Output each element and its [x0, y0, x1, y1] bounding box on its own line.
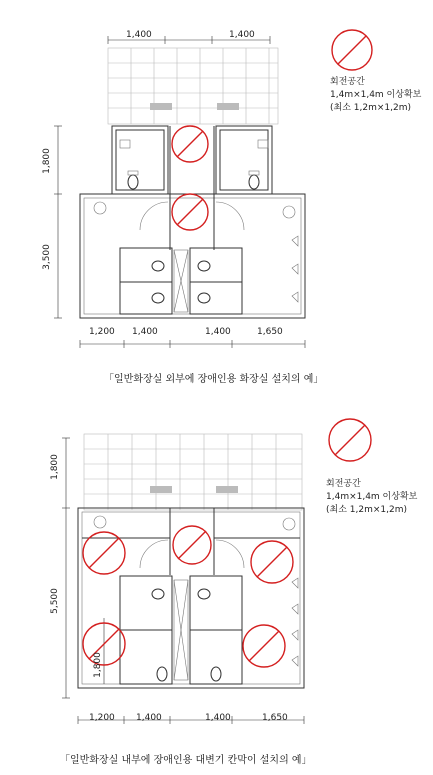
floor-drain	[150, 103, 172, 110]
general-restroom-block	[80, 126, 305, 318]
turning-space-circle	[172, 126, 208, 162]
bottom-dim-label: 1,400	[136, 713, 162, 723]
bottom-dim-label: 1,200	[89, 327, 115, 337]
bottom-dim-label: 1,650	[257, 327, 283, 337]
tile-grid	[84, 434, 302, 510]
turning-space-circle	[251, 541, 293, 583]
bottom-dimension-line	[80, 340, 305, 348]
legend-line: (최소 1,2m×1,2m)	[326, 505, 407, 515]
bottom-dim-label: 1,650	[262, 713, 288, 723]
caption: 「일반화장실 외부에 장애인용 화장실 설치의 예」	[104, 374, 324, 385]
bottom-dim-label: 1,400	[132, 327, 158, 337]
turning-space-circle	[243, 625, 285, 667]
legend-title: 회전공간	[330, 77, 365, 87]
left-dim-label: 5,500	[49, 588, 60, 614]
floor-drain	[217, 103, 239, 110]
accessible-toilet-rooms	[112, 126, 272, 194]
floor-drain	[150, 486, 172, 493]
floor-drain	[216, 486, 238, 493]
legend-line: 1,4m×1,4m 이상확보	[330, 90, 422, 100]
turning-space-circle	[172, 194, 208, 230]
left-dim-label: 3,500	[41, 244, 52, 270]
left-dimension-line	[54, 126, 62, 318]
legend-turning-circle-icon	[332, 30, 372, 70]
legend-turning-circle-icon	[329, 419, 371, 461]
legend-line: 1,4m×1,4m 이상확보	[326, 492, 418, 502]
legend	[326, 478, 417, 517]
general-restroom-block	[78, 508, 304, 688]
legend	[330, 76, 421, 115]
left-dim-label: 1,800	[41, 148, 52, 174]
caption: 「일반화장실 내부에 장애인용 대변기 칸막이 설치의 예」	[60, 755, 312, 766]
legend-line: (최소 1,2m×1,2m)	[330, 103, 411, 113]
top-dim-label: 1,400	[126, 30, 152, 40]
tile-grid	[108, 48, 278, 124]
inner-dim-label: 1,800	[92, 652, 103, 678]
turning-space-circle	[173, 526, 211, 564]
legend-title: 회전공간	[326, 479, 361, 489]
left-dim-label: 1,800	[49, 454, 60, 480]
bottom-dim-label: 1,400	[205, 713, 231, 723]
bottom-dim-label: 1,400	[205, 327, 231, 337]
bottom-dim-label: 1,200	[89, 713, 115, 723]
top-dim-label: 1,400	[229, 30, 255, 40]
